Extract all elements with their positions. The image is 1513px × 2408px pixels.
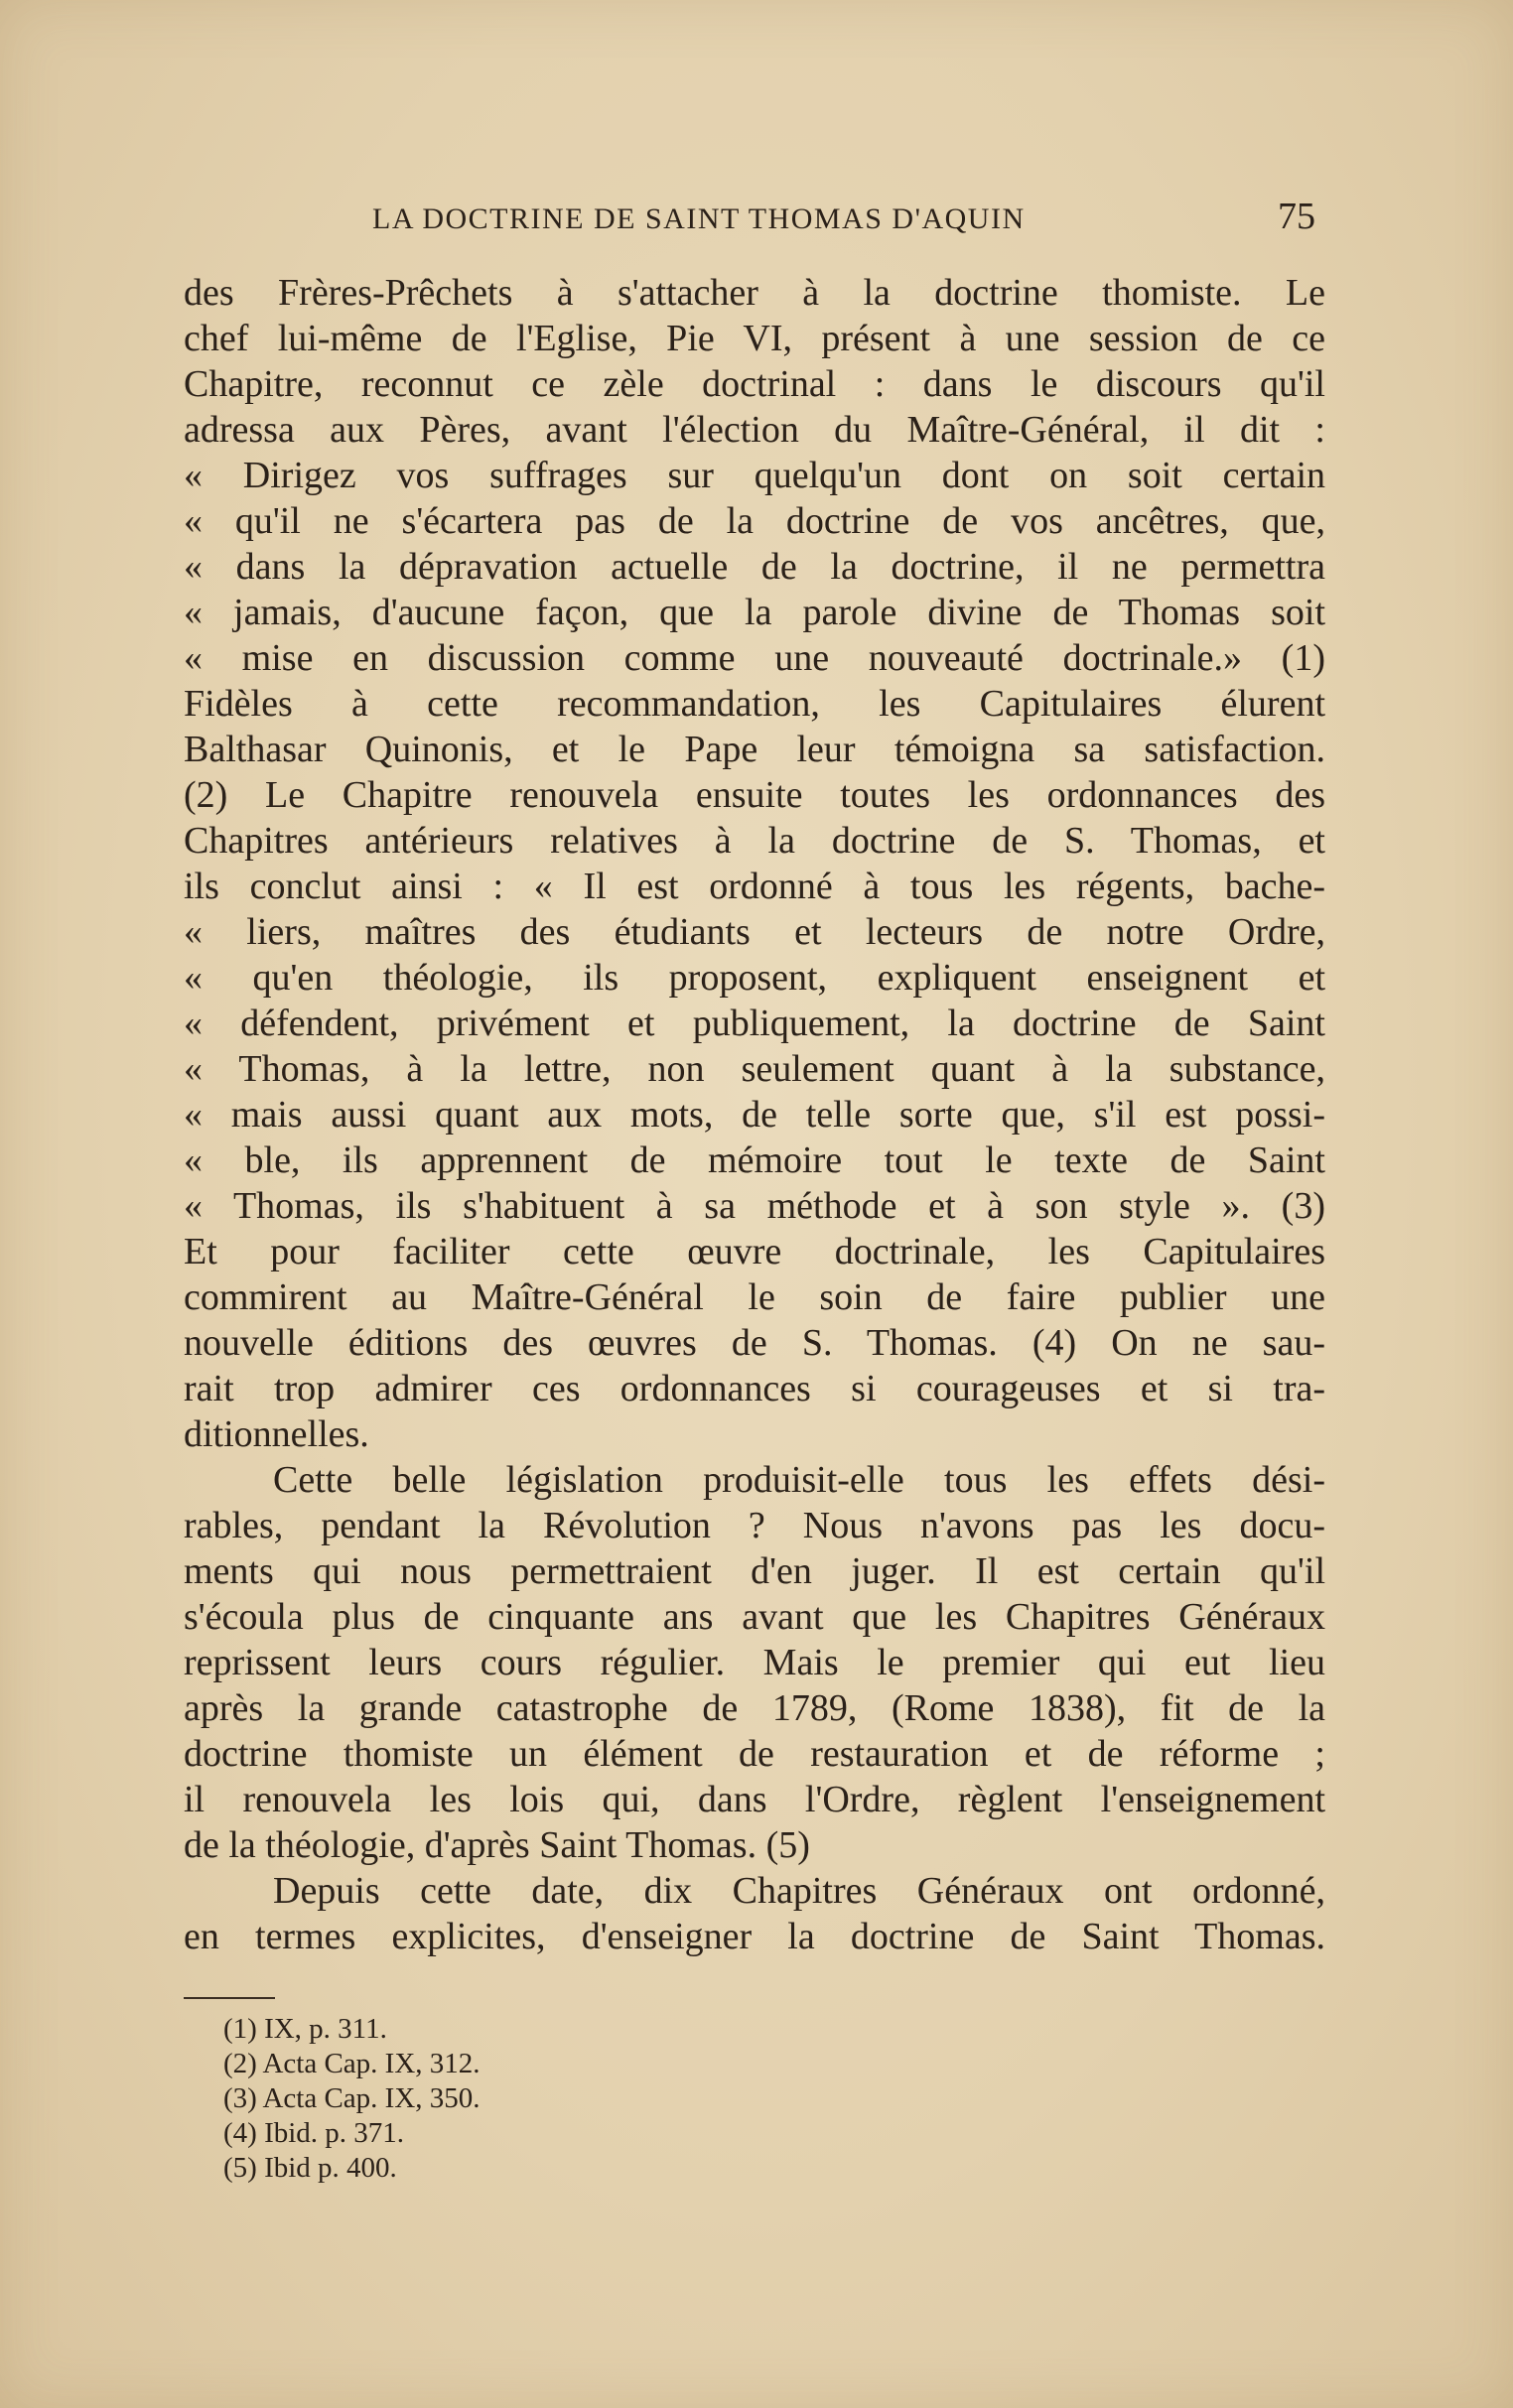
text-line: « qu'il ne s'écartera pas de la doctrine de vos ancêtres, que, [184, 500, 1325, 542]
text-line: « défendent, privément et publiquement, la doctrine de Saint [184, 1003, 1325, 1044]
body-text [184, 270, 1325, 1959]
text-line: reprissent leurs cours régulier. Mais le premier qui eut lieu [184, 1642, 1325, 1683]
text-line: Et pour faciliter cette œuvre doctrinale, les Capitulaires [184, 1231, 1325, 1272]
text-line: ils conclut ainsi : « Il est ordonné à tous les régents, bache- [184, 866, 1325, 907]
text-line: adressa aux Pères, avant l'élection du Maître-Général, il dit : [184, 409, 1325, 451]
paragraph-last-line: ditionnelles. [184, 1413, 369, 1455]
text-line: « mise en discussion comme une nouveauté doctrinale.» (1) [184, 637, 1325, 679]
text-line: « qu'en théologie, ils proposent, expliquent enseignent et [184, 957, 1325, 999]
text-line: Balthasar Quinonis, et le Pape leur témoigna sa satisfaction. [184, 729, 1325, 770]
text-line: s'écoula plus de cinquante ans avant que les Chapitres Généraux [184, 1596, 1325, 1638]
text-line: « Thomas, à la lettre, non seulement quant à la substance, [184, 1048, 1325, 1090]
text-line: chef lui-même de l'Eglise, Pie VI, présent à une session de ce [184, 318, 1325, 359]
footnotes [223, 2012, 819, 2186]
text-line: rables, pendant la Révolution ? Nous n'avons pas les docu- [184, 1505, 1325, 1546]
text-line: « jamais, d'aucune façon, que la parole divine de Thomas soit [184, 592, 1325, 633]
paragraph-first-line: Cette belle législation produisit-elle tous les effets dési- [273, 1459, 1325, 1501]
paragraph-last-line: de la théologie, d'après Saint Thomas. (5) [184, 1824, 810, 1866]
text-line: « liers, maîtres des étudiants et lecteurs de notre Ordre, [184, 911, 1325, 953]
text-line: « dans la dépravation actuelle de la doctrine, il ne permettra [184, 546, 1325, 588]
footnote: (3) Acta Cap. IX, 350. [223, 2082, 481, 2114]
paragraph-first-line: Depuis cette date, dix Chapitres Généraux ont ordonné, [273, 1870, 1325, 1912]
text-line: « Dirigez vos suffrages sur quelqu'un dont on soit certain [184, 455, 1325, 496]
footnote: (1) IX, p. 311. [223, 2013, 387, 2045]
text-line: « Thomas, ils s'habituent à sa méthode et à son style ». (3) [184, 1185, 1325, 1227]
text-line: commirent au Maître-Général le soin de faire publier une [184, 1276, 1325, 1318]
text-line: nouvelle éditions des œuvres de S. Thomas. (4) On ne sau- [184, 1322, 1325, 1364]
text-line: « ble, ils apprennent de mémoire tout le texte de Saint [184, 1139, 1325, 1181]
running-head [184, 195, 1315, 242]
running-title: LA DOCTRINE DE SAINT THOMAS D'AQUIN [372, 202, 1026, 235]
footnote: (2) Acta Cap. IX, 312. [223, 2048, 481, 2079]
text-line: ments qui nous permettraient d'en juger. Il est certain qu'il [184, 1550, 1325, 1592]
page-number: 75 [1278, 196, 1315, 237]
text-line: Fidèles à cette recommandation, les Capitulaires élurent [184, 683, 1325, 725]
footnote: (4) Ibid. p. 371. [223, 2117, 405, 2149]
text-line: Chapitres antérieurs relatives à la doctrine de S. Thomas, et [184, 820, 1325, 862]
text-line: en termes explicites, d'enseigner la doctrine de Saint Thomas. [184, 1916, 1325, 1957]
text-line: doctrine thomiste un élément de restauration et de réforme ; [184, 1733, 1325, 1775]
text-line: il renouvela les lois qui, dans l'Ordre, règlent l'enseignement [184, 1779, 1325, 1820]
text-line: Chapitre, reconnut ce zèle doctrinal : dans le discours qu'il [184, 363, 1325, 405]
footnote: (5) Ibid p. 400. [223, 2152, 397, 2184]
text-line: rait trop admirer ces ordonnances si courageuses et si tra- [184, 1368, 1325, 1409]
footnote-separator [184, 1997, 275, 1999]
text-line: après la grande catastrophe de 1789, (Rome 1838), fit de la [184, 1687, 1325, 1729]
text-line: « mais aussi quant aux mots, de telle sorte que, s'il est possi- [184, 1094, 1325, 1136]
text-line: des Frères-Prêchets à s'attacher à la doctrine thomiste. Le [184, 272, 1325, 314]
text-line: (2) Le Chapitre renouvela ensuite toutes les ordonnances des [184, 774, 1325, 816]
